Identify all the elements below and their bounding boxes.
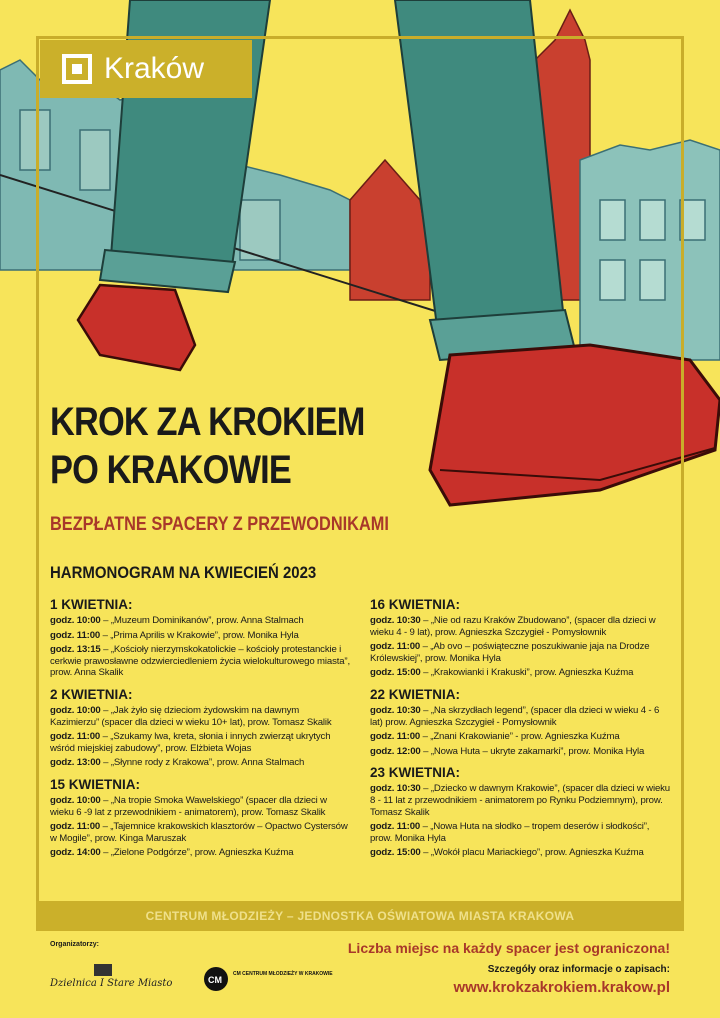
title-line-1: KROK ZA KROKIEM [50, 400, 365, 444]
event-text: – „Na tropie Smoka Wawelskiego” (spacer dla dzieci w wieku 6 -9 lat z przewodnikiem - animatorem), prow. Tomasz Skalik [50, 794, 327, 818]
event-text: – „Tajemnice krakowskich klasztorów – Opactwo Cystersów w Mogile”, prow. Kinga Maruszak [50, 821, 348, 844]
event-text: – „Muzeum Dominikanów”, prow. Anna Stalmach [100, 615, 304, 626]
svg-text:CM: CM [208, 975, 222, 985]
event-item [50, 705, 350, 728]
krakow-logo-icon [62, 54, 92, 84]
event-time: godz. 11:00 [370, 731, 421, 743]
poster-subtitle: BEZPŁATNE SPACERY Z PRZEWODNIKAMI [50, 514, 389, 535]
event-time: godz. 11:00 [50, 731, 101, 743]
event-time: godz. 12:00 [370, 745, 421, 757]
event-item [370, 667, 670, 679]
event-item [50, 757, 350, 769]
places-limit-note: Liczba miejsc na każdy spacer jest ograniczona! [347, 940, 670, 956]
footer-band: CENTRUM MŁODZIEŻY – JEDNOSTKA OŚWIATOWA MIASTA KRAKOWA [36, 901, 684, 931]
organizer-logo-text: CM CENTRUM MŁODZIEŻY W KRAKOWIE [233, 971, 333, 977]
event-text: – „Nie od razu Kraków Zbudowano”, (spacer dla dzieci w wieku 4 - 9 lat), prow. Agnieszka Szczygieł - Pomysłownik [370, 615, 656, 638]
event-text: – „Wokół placu Mariackiego”, prow. Agnieszka Kuźma [420, 847, 644, 859]
event-text: – „Zielone Podgórze”, prow. Agnieszka Kuźma [100, 847, 294, 859]
day-group [370, 765, 670, 859]
event-text: – „Nowa Huta – ukryte zakamarki”, prow. Monika Hyla [420, 745, 645, 757]
event-time: godz. 10:30 [370, 783, 421, 795]
event-text: – „Prima Aprilis w Krakowie”, prow. Monika Hyla [100, 629, 299, 641]
event-item [50, 821, 350, 844]
event-item [370, 847, 670, 859]
event-item [50, 847, 350, 859]
day-group [50, 777, 350, 859]
event-time: godz. 10:30 [370, 704, 421, 716]
day-group [370, 597, 670, 679]
day-heading: 15 KWIETNIA: [50, 776, 141, 792]
event-text: – „Na skrzydłach legend”, (spacer dla dzieci w wieku 4 - 6 lat) prow. Agnieszka Szczygieł - Pomysłownik [370, 704, 660, 728]
event-time: godz. 10:30 [370, 615, 421, 626]
event-item [50, 615, 350, 627]
event-text: – „Szukamy lwa, kreta, słonia i innych zwierząt ukrytych wśród miejskiej zabudowy”, prow. Elżbieta Wojas [50, 731, 331, 754]
event-text: – „Jak żyło się dzieciom żydowskim na dawnym Kazimierzu” (spacer dla dzieci w wieku 10+ lat), prow. Tomasz Skalik [50, 704, 332, 728]
schedule-right-column [370, 597, 670, 867]
event-time: godz. 13:00 [50, 757, 101, 769]
event-time: godz. 10:00 [50, 794, 101, 806]
day-heading: 23 KWIETNIA: [370, 765, 461, 781]
event-text: – „Ab ovo – poświąteczne poszukiwanie jaja na Drodze Królewskiej”, prow. Monika Hyla [370, 641, 650, 664]
details-note: Szczegóły oraz informacje o zapisach: [487, 964, 670, 975]
event-item [50, 644, 350, 679]
event-item [370, 705, 670, 728]
organizers-label: Organizatorzy: [50, 941, 100, 948]
schedule-left-column [50, 597, 350, 867]
event-item [50, 630, 350, 642]
day-heading: 22 KWIETNIA: [370, 686, 461, 702]
event-time: godz. 15:00 [370, 847, 421, 859]
website-url[interactable]: www.krokzakrokiem.krakow.pl [453, 979, 670, 996]
event-text: – „Znani Krakowianie” - prow. Agnieszka Kuźma [420, 731, 620, 743]
day-heading: 16 KWIETNIA: [370, 597, 461, 612]
event-item [50, 731, 350, 754]
event-text: – „Dziecko w dawnym Krakowie”, (spacer dla dzieci w wieku 8 - 11 lat z przewodnikiem - animatorem po Rynku Podziemnym), prow. Tomasz Skalik [370, 783, 670, 818]
day-group [370, 687, 670, 757]
krakow-logo [40, 40, 252, 98]
event-time: godz. 13:15 [50, 644, 101, 656]
schedule-heading: HARMONOGRAM NA KWIECIEŃ 2023 [50, 563, 317, 582]
event-item [370, 615, 670, 638]
day-group [50, 597, 350, 679]
event-time: godz. 14:00 [50, 847, 101, 859]
event-time: godz. 10:00 [50, 704, 101, 716]
logo-text: Kraków [104, 52, 205, 85]
event-time: godz. 10:00 [50, 615, 101, 626]
centrum-mlodziezy-logo [203, 964, 333, 994]
poster-title [50, 398, 365, 494]
event-item [370, 821, 670, 844]
day-heading: 2 KWIETNIA: [50, 686, 133, 702]
title-line-2: PO KRAKOWIE [50, 448, 291, 492]
event-item [370, 641, 670, 664]
event-time: godz. 11:00 [370, 641, 421, 653]
event-text: – „Słynne rody z Krakowa”, prow. Anna Stalmach [100, 757, 305, 769]
event-time: godz. 15:00 [370, 667, 421, 679]
organizer-logo-text: Dzielnica I Stare Miasto [50, 978, 173, 989]
event-item [50, 795, 350, 818]
day-group [50, 687, 350, 769]
day-heading: 1 KWIETNIA: [50, 597, 133, 612]
event-time: godz. 11:00 [370, 821, 421, 833]
dzielnica-stare-miasto-logo [48, 962, 173, 998]
event-text: – „Nowa Huta na słodko – tropem deserów i słodkości”, prow. Monika Hyla [370, 821, 650, 844]
event-text: – „Kościoły nierzymskokatolickie – kościoły protestanckie i cerkwie prawosławne odzwierciedleniem życia wielokulturowego miasta”, prow. Anna Skalik [50, 644, 350, 679]
event-text: – „Krakowianki i Krakuski”, prow. Agnieszka Kuźma [420, 667, 634, 679]
event-time: godz. 11:00 [50, 821, 101, 833]
event-item [370, 746, 670, 758]
event-item [370, 731, 670, 743]
event-item [370, 783, 670, 818]
event-time: godz. 11:00 [50, 629, 101, 641]
